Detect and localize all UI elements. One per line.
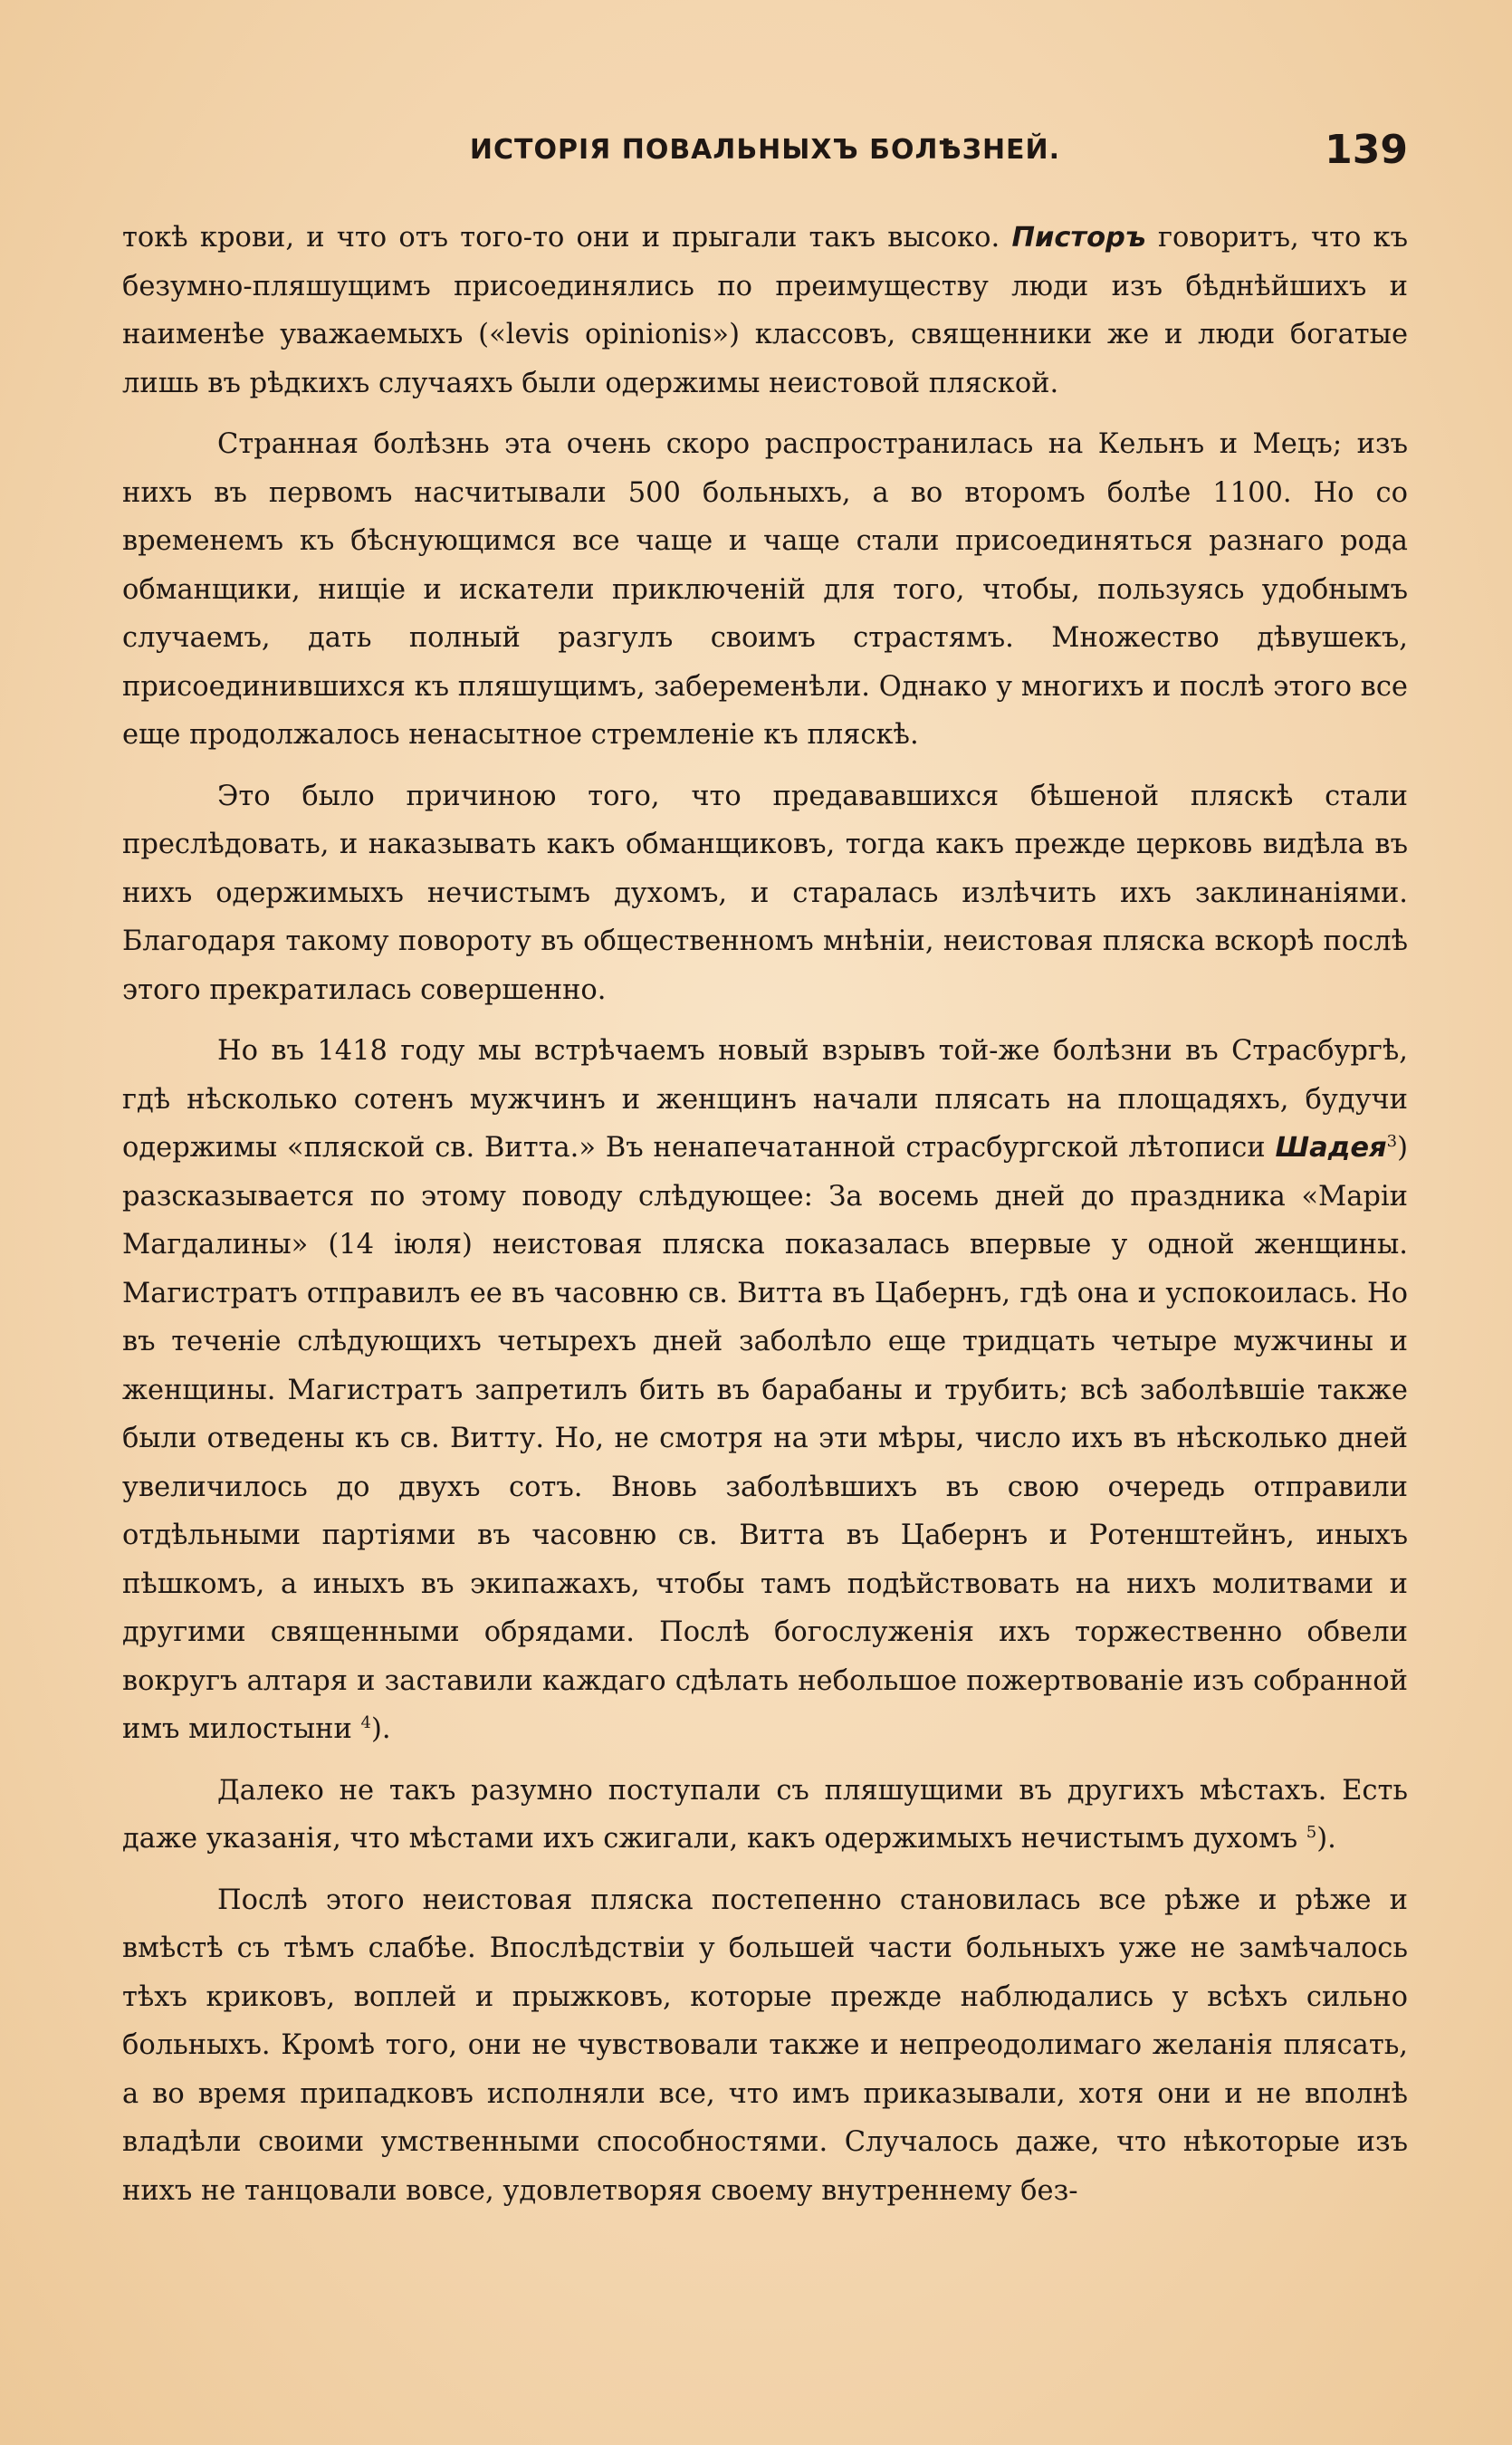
running-title: ИСТОРІЯ ПОВАЛЬНЫХЪ БОЛѢЗНЕЙ.	[469, 134, 1061, 166]
text-run: Это было причиною того, что предававшихся бѣшеной пляскѣ стали преслѣдовать, и наказывать какъ обманщиковъ, тогда какъ прежде церковь видѣла въ нихъ одержимыхъ нечистымъ духомъ, и старалась излѣчить ихъ заклинаніями. Благодаря такому повороту въ общественномъ мнѣніи, неистовая пляска вскорѣ послѣ этого прекратилась совершенно.	[122, 780, 1408, 1006]
page-number: 139	[1325, 127, 1408, 173]
author-name: Шадея	[1275, 1132, 1387, 1164]
text-run: токѣ крови, и что отъ того-то они и прыгали такъ высоко.	[122, 222, 1012, 254]
paragraph	[122, 772, 1408, 1015]
footnote-ref: 5	[1306, 1822, 1317, 1842]
text-run: Послѣ этого неистовая пляска постепенно становилась все рѣже и рѣже и вмѣстѣ съ тѣмъ слабѣе. Впослѣдствіи у большей части больныхъ уже не замѣчалось тѣхъ криковъ, воплей и прыжковъ, которые прежде наблюдались у всѣхъ сильно больныхъ. Кромѣ того, они не чувствовали также и непреодолимаго желанія плясать, а во время припадковъ исполняли все, что имъ приказывали, хотя они и не вполнѣ владѣли своими умственными способностями. Случалось даже, что нѣкоторые изъ нихъ не танцовали вовсе, удовлетворяя своему внутреннему без-	[122, 1884, 1408, 2207]
paragraph	[122, 214, 1408, 408]
page-header	[122, 127, 1408, 181]
text-run: Далеко не такъ разумно поступали съ пляшущими въ другихъ мѣстахъ. Есть даже указанія, что мѣстами ихъ сжигали, какъ одержимыхъ нечистымъ духомъ	[122, 1774, 1408, 1855]
author-name: Писторъ	[1011, 222, 1146, 254]
text-run: говоритъ, что къ безумно-пляшущимъ присоединялись по преимуществу люди изъ бѣднѣйшихъ и наименѣе уважаемыхъ («levis opinionis») классовъ, священники же и люди богатые лишь въ рѣдкихъ случаяхъ были одержимы неистовой пляской.	[122, 222, 1408, 399]
paragraph	[122, 1767, 1408, 1864]
body-text	[122, 214, 1408, 2228]
paragraph	[122, 420, 1408, 760]
text-run: Но въ 1418 году мы встрѣчаемъ новый взрывъ той-же болѣзни въ Страсбургѣ, гдѣ нѣсколько сотенъ мужчинъ и женщинъ начали плясать на площадяхъ, будучи одержимы «пляской св. Витта.» Въ ненапечатанной страсбургской лѣтописи	[122, 1035, 1408, 1164]
paragraph	[122, 1027, 1408, 1754]
text-run: Странная болѣзнь эта очень скоро распространилась на Кельнъ и Мецъ; изъ нихъ въ первомъ насчитывали 500 больныхъ, а во второмъ болѣе 1100. Но со временемъ къ бѣснующимся все чаще и чаще стали присоединяться разнаго рода обманщики, нищіе и искатели приключеній для того, чтобы, пользуясь удобнымъ случаемъ, дать полный разгулъ своимъ страстямъ. Множество дѣвушекъ, присоединившихся къ пляшущимъ, забеременѣли. Однако у многихъ и послѣ этого все еще продолжалось ненасытное стремленіе къ пляскѣ.	[122, 428, 1408, 751]
text-run: ) разсказывается по этому поводу слѣдующее: За восемь дней до праздника «Маріи Магдалины» (14 іюля) неистовая пляска показалась впервые у одной женщины. Магистратъ отправилъ ее въ часовню св. Витта въ Цабернъ, гдѣ она и успокоилась. Но въ теченіе слѣдующихъ четырехъ дней заболѣло еще тридцать четыре мужчины и женщины. Магистратъ запретилъ бить въ барабаны и трубить; всѣ заболѣвшіе также были отведены къ св. Витту. Но, не смотря на эти мѣры, число ихъ въ нѣсколько дней увеличилось до двухъ сотъ. Вновь заболѣвшихъ въ свою очередь отправили отдѣльными партіями въ часовню св. Витта въ Цабернъ и Ротенштейнъ, иныхъ пѣшкомъ, а иныхъ въ экипажахъ, чтобы тамъ подѣйствовать на нихъ молитвами и другими священными обрядами. Послѣ богослуженія ихъ торжественно обвели вокругъ алтаря и заставили каждаго сдѣлать небольшое пожертвованіе изъ собранной имъ милостыни	[122, 1132, 1408, 1745]
paragraph	[122, 1876, 1408, 2216]
footnote-ref: 3	[1386, 1131, 1398, 1151]
text-run: ).	[1316, 1823, 1336, 1855]
text-run: ).	[370, 1713, 391, 1745]
footnote-ref: 4	[360, 1712, 371, 1732]
